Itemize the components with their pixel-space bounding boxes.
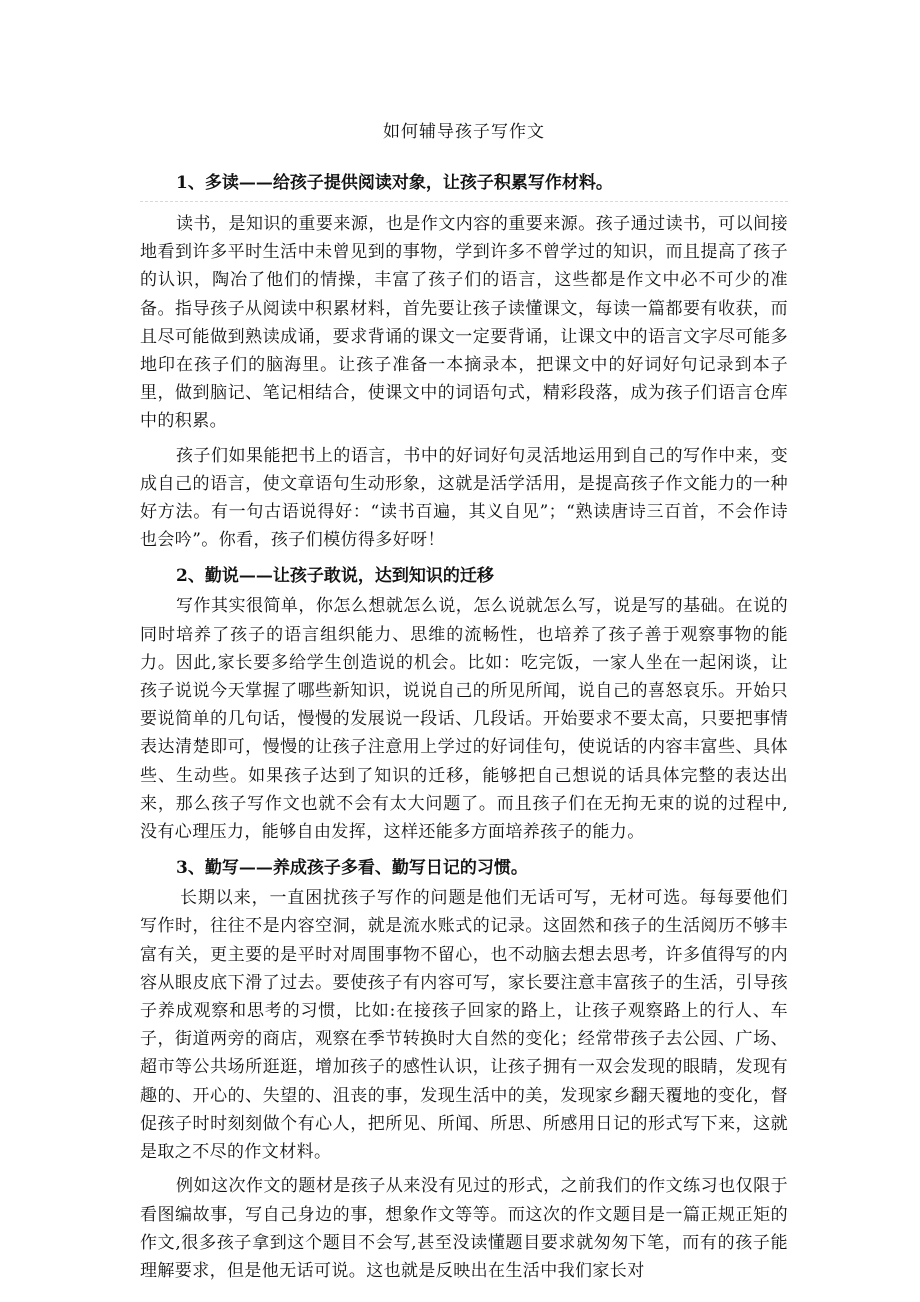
section-2-paragraph-1: 写作其实很简单，你怎么想就怎么说，怎么说就怎么写，说是写的基础。在说的同时培养了孩子的语言组织能力、思维的流畅性，也培养了孩子善于观察事物的能力。因此,家长要多给学生创造说的机会。比如：吃完饭，一家人坐在一起闲谈，让孩子说说今天掌握了哪些新知识，说说自己的所见所闻，说自己的喜怒哀乐。开始只要说简单的几句话，慢慢的发展说一段话、几段话。开始要求不要太高，只要把事情表达清楚即可，慢慢的让孩子注意用上学过的好词佳句，使说话的内容丰富些、具体些、生动些。如果孩子达到了知识的迁移，能够把自己想说的话具体完整的表达出来，那么孩子写作文也就不会有太大问题了。而且孩子们在无拘无束的说的过程中,没有心理压力，能够自由发挥，这样还能多方面培养孩子的能力。 [140, 596, 788, 843]
section-1-paragraph-2: 孩子们如果能把书上的语言，书中的好词好句灵活地运用到自己的写作中来，变成自己的语言，使文章语句生动形象，这就是活学活用，是提高孩子作文能力的一种好方法。有一句古语说得好：“读书百遍，其义自见”；“熟读唐诗三百首，不会作诗也会吟”。你看，孩子们模仿得多好呀！ [140, 445, 788, 551]
section-1-paragraph-1: 读书，是知识的重要来源，也是作文内容的重要来源。孩子通过读书，可以间接地看到许多平时生活中未曾见到的事物，学到许多不曾学过的知识，而且提高了孩子的认识，陶冶了他们的情操，丰富了孩子们的语言，这些都是作文中必不可少的准备。指导孩子从阅读中积累材料，首先要让孩子读懂课文，每读一篇都要有收获，而且尽可能做到熟读成诵，要求背诵的课文一定要背诵，让课文中的语言文字尽可能多地印在孩子们的脑海里。让孩子准备一本摘录本，把课文中的好词好句记录到本子里，做到脑记、笔记相结合，使课文中的词语句式，精彩段落，成为孩子们语言仓库中的积累。 [140, 214, 788, 432]
section-1-heading: 1、多读——给孩子提供阅读对象，让孩子积累写作材料。 [140, 167, 788, 202]
section-3-paragraph-1: 长期以来，一直困扰孩子写作的问题是他们无话可写，无材可选。每每要他们写作时，往往不是内容空洞，就是流水账式的记录。这固然和孩子的生活阅历不够丰富有关，更主要的是平时对周围事物不留心，也不动脑去想去思考，许多值得写的内容从眼皮底下滑了过去。要使孩子有内容可写，家长要注意丰富孩子的生活，引导孩子养成观察和思考的习惯，比如:在接孩子回家的路上，让孩子观察路上的行人、车子，街道两旁的商店，观察在季节转换时大自然的变化；经常带孩子去公园、广场、超市等公共场所逛逛，增加孩子的感性认识，让孩子拥有一双会发现的眼睛，发现有趣的、开心的、失望的、沮丧的事，发现生活中的美，发现家乡翻天覆地的变化，督促孩子时时刻刻做个有心人，把所见、所闻、所思、所感用日记的形式写下来，这就是取之不尽的作文材料。 [140, 888, 788, 1163]
document-page [140, 0, 788, 1291]
section-3-heading: 3、勤写——养成孩子多看、勤写日记的习惯。 [176, 858, 528, 879]
document-title: 如何辅导孩子写作文 [383, 122, 545, 142]
section-2-heading: 2、勤说——让孩子敢说，达到知识的迁移 [176, 566, 494, 587]
section-3-paragraph-2: 例如这次作文的题材是孩子从来没有见过的形式，之前我们的作文练习也仅限于看图编故事，写自己身边的事，想象作文等等。而这次的作文题目是一篇正规正矩的作文,很多孩子拿到这个题目不会写,甚至没读懂题目要求就匆匆下笔，而有的孩子能理解要求，但是他无话可说。这也就是反映出在生活中我们家长对 [140, 1176, 788, 1281]
